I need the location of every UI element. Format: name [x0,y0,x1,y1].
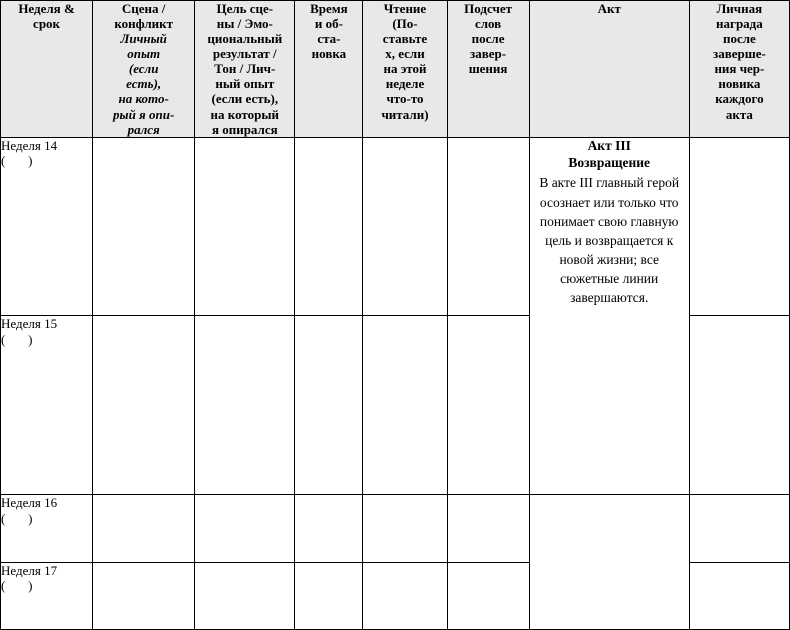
header-line: (если [128,61,159,77]
week-label-line: ( ) [1,510,33,526]
header-line: я опирался [211,121,278,137]
header-line: ставьте [382,31,428,47]
header-line: рый я опи- [113,106,175,122]
reward-cell[interactable] [689,137,789,316]
week-label-line: Неделя 16 [1,495,58,511]
header-line: награда [716,16,763,32]
reward-cell[interactable] [689,316,789,495]
scene-cell[interactable] [93,316,195,495]
header-line: ны / Эмо- [216,16,273,32]
header-line: срок [33,16,61,32]
act-body-text: В акте III главный герой осознает или только что понимает свою главную цель и возвращается к новой жизни; все сюжетные линии завершаются. [539,175,680,306]
header-line: новка [311,46,347,62]
header-line: Неделя & [18,1,75,16]
header-line: что-то [386,91,424,107]
act-title [530,138,689,172]
header-line: конфликт [114,16,173,32]
header-line: опыт [127,46,161,62]
week-label-line: ( ) [1,332,33,348]
week-cell [1,316,93,495]
time-cell[interactable] [295,137,363,316]
week-cell [1,495,93,562]
header-line: Цель сце- [216,1,274,16]
goal-cell[interactable] [195,495,295,562]
column-header-act [529,1,689,138]
column-header-reading [363,1,447,138]
header-line: после [722,31,756,47]
table-body [1,137,790,629]
week-label-line: Неделя 15 [1,316,58,332]
header-line: есть), [126,76,162,92]
header-line: ный опыт [215,76,275,92]
act-description-cell [529,137,689,495]
time-cell[interactable] [295,562,363,629]
header-line: Личная [716,1,763,16]
week-label-line: Неделя 17 [1,562,58,578]
week-label-line: Неделя 14 [1,137,58,153]
column-header-week [1,1,93,138]
week-label-line: ( ) [1,578,33,594]
week-label-line: ( ) [1,153,33,169]
header-line: рался [127,121,160,137]
table-header [1,1,790,138]
time-cell[interactable] [295,316,363,495]
week-cell [1,562,93,629]
wordcount-cell[interactable] [447,495,529,562]
header-line: циональный [207,31,283,47]
header-line: Личный [120,31,167,47]
scene-cell[interactable] [93,562,195,629]
header-row [1,1,790,138]
goal-cell[interactable] [195,137,295,316]
header-line: х, если [385,46,425,62]
header-line: Чтение [383,1,427,16]
reading-cell[interactable] [363,137,447,316]
goal-cell[interactable] [195,316,295,495]
header-line: на кото- [118,91,169,107]
header-line: Сцена / [121,1,166,16]
week-cell [1,137,93,316]
column-header-time-setting [295,1,363,138]
header-line: Подсчет [464,1,512,16]
header-line: новика [718,76,761,92]
header-line: Акт [597,1,621,16]
act-cell-empty[interactable] [529,495,689,630]
table-row [1,137,790,316]
column-header-scene-goal [195,1,295,138]
reward-cell[interactable] [689,562,789,629]
wordcount-cell[interactable] [447,316,529,495]
act-title-line: Акт III [587,137,631,153]
act-title-line: Возвращение [568,154,651,170]
header-line: каждого [715,91,764,107]
header-line: (По- [392,16,418,32]
header-line: ста- [317,31,341,47]
header-line: после [471,31,505,47]
header-line: результат / [212,46,277,62]
header-line: на который [210,106,280,122]
time-cell[interactable] [295,495,363,562]
header-line: шения [468,61,508,77]
header-line: (если есть), [211,91,279,107]
header-line: Время [310,1,348,16]
header-line: завершe- [712,46,766,62]
header-line: акта [725,106,753,122]
header-line: Тон / Лич- [214,61,276,77]
header-line: на этой [383,61,427,77]
reading-cell[interactable] [363,316,447,495]
table-row [1,495,790,562]
reading-cell[interactable] [363,495,447,562]
column-header-wordcount [447,1,529,138]
wordcount-cell[interactable] [447,562,529,629]
wordcount-cell[interactable] [447,137,529,316]
header-line: слов [474,16,502,32]
header-line: завер- [470,46,507,62]
column-header-reward [689,1,789,138]
header-line: ния чер- [714,61,765,77]
column-header-scene-conflict [93,1,195,138]
reading-cell[interactable] [363,562,447,629]
reward-cell[interactable] [689,495,789,562]
header-line: и об- [314,16,343,32]
header-line: читали) [381,106,429,122]
scene-cell[interactable] [93,495,195,562]
header-line: неделе [385,76,425,92]
scene-cell[interactable] [93,137,195,316]
goal-cell[interactable] [195,562,295,629]
